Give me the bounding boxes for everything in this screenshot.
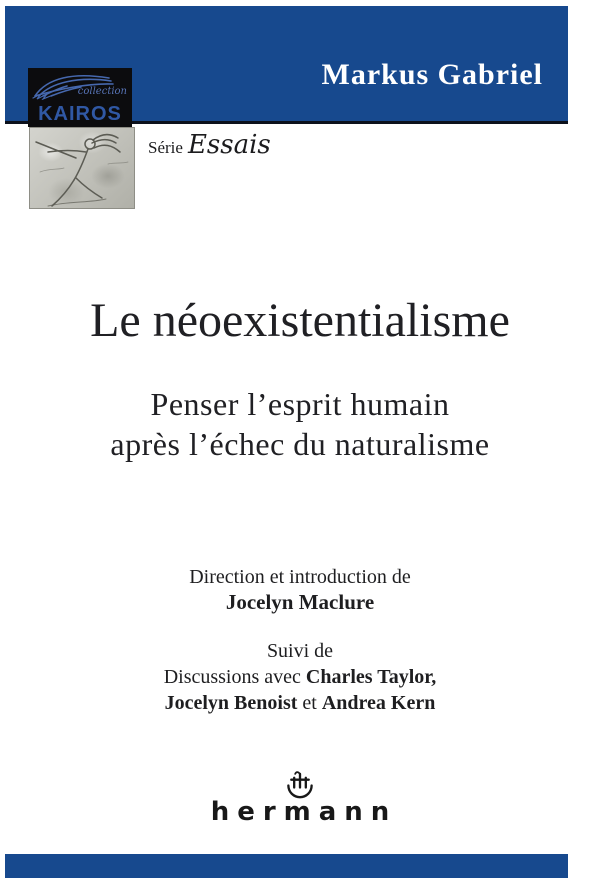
collection-name: KAIROS: [38, 103, 122, 125]
series-label: Série: [148, 138, 183, 157]
direction-label: Direction et introduction de: [189, 566, 411, 588]
discussions-prefix: Discussions avec: [163, 666, 306, 688]
book-title: Le néoexistentialisme: [90, 294, 510, 347]
credits-direction: [0, 565, 600, 615]
publisher-block: [0, 771, 600, 827]
direction-name: Jocelyn Maclure: [225, 590, 375, 614]
discussant-3: Andrea Kern: [321, 692, 436, 714]
collection-label: collection: [77, 86, 127, 97]
book-subtitle: [0, 384, 600, 464]
subtitle-line-2: après l’échec du naturalisme: [110, 426, 490, 462]
credits-discussions: [0, 638, 600, 716]
publisher-name: hermann: [210, 797, 398, 827]
kairos-collection-logo: [28, 68, 132, 127]
et-label: et: [297, 692, 322, 714]
bottom-band: [5, 854, 568, 878]
discussants-line: [0, 690, 600, 716]
followed-by-label: Suivi de: [266, 640, 334, 662]
kairos-engraving-image: [29, 127, 135, 209]
discussant-2: Jocelyn Benoist: [164, 692, 298, 714]
discussions-line: [0, 664, 600, 690]
series-line: [148, 130, 271, 160]
comma: ,: [431, 666, 437, 688]
discussant-1: Charles Taylor: [305, 666, 432, 688]
author-name: Markus Gabriel: [321, 58, 543, 91]
series-name: Essais: [187, 130, 271, 160]
subtitle-line-1: Penser l’esprit humain: [150, 386, 450, 422]
